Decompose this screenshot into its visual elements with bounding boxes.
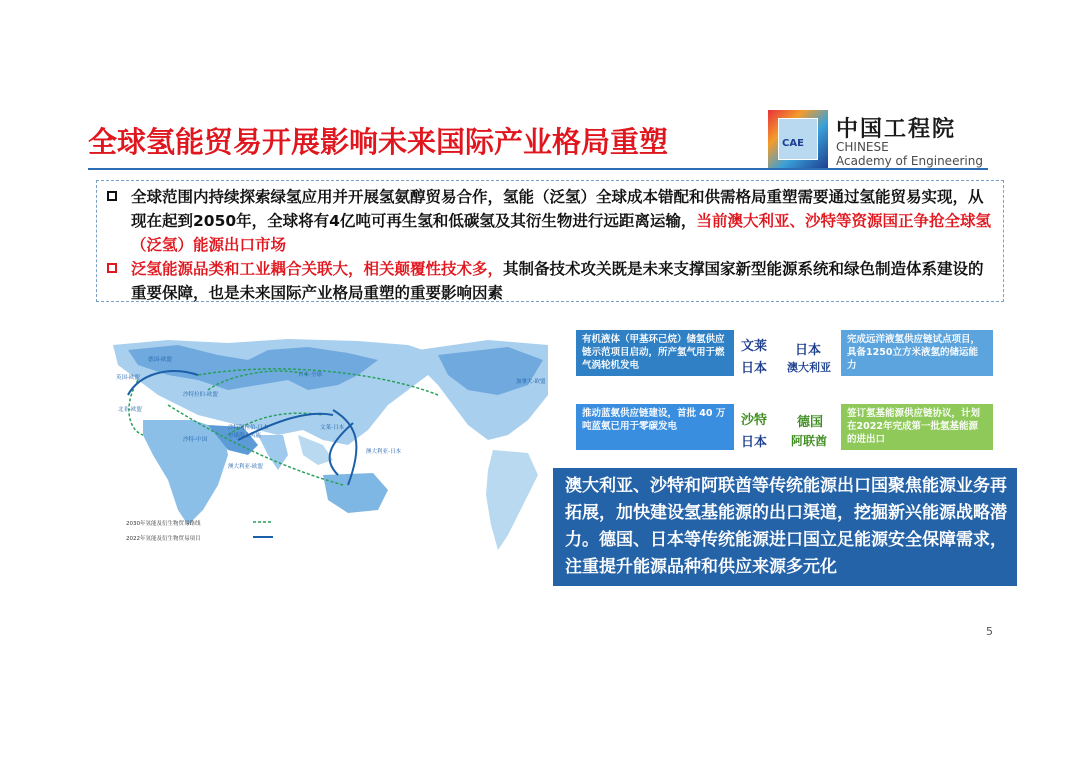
info-panel-brunei-japan: 有机液体（甲基环己烷）储氢供应链示范项目启动，所产氢气用于燃气涡轮机发电 (576, 330, 734, 376)
map-label: 全球海上风能 (228, 433, 262, 439)
map-label: 英国-欧盟 (116, 375, 140, 381)
logo-english-line2: Academy of Engineering (836, 154, 983, 168)
country-label: 文莱 (741, 339, 768, 354)
info-panel-saudi-japan: 推动蓝氨供应链建设，首批 40 万吨蓝氨已用于零碳发电 (576, 404, 734, 450)
map-label: 文莱-日本 (320, 425, 344, 431)
world-trade-map (108, 335, 554, 575)
map-label: 澳大利亚-欧盟 (228, 464, 263, 470)
country-label: 日本 (741, 435, 768, 450)
bullet-2-highlight: 泛氢能源品类和工业耦合关联大，相关颠覆性技术多， (131, 260, 504, 278)
info-panel-germany-uae: 签订氢基能源供应链协议，计划在2022年完成第一批氢基能源的进出口 (841, 404, 993, 450)
map-label: 沙特拉伯-欧盟 (183, 392, 218, 398)
bullet-item-1 (107, 185, 995, 257)
summary-box: 澳大利亚、沙特和阿联酋等传统能源出口国聚焦能源业务再拓展，加快建设氢基能源的出口渠道，挖掘新兴能源战略潜力。德国、日本等传统能源进口国立足能源安全保障需求，注重提升能源品种和供应来源多元化 (553, 468, 1017, 586)
emblem-text: CAE (782, 138, 804, 149)
country-label: 沙特 (741, 413, 768, 428)
country-label: 日本 (795, 343, 822, 358)
map-label: 日本-全球 (298, 372, 322, 378)
map-label: 澳大利亚-日本 (366, 449, 401, 455)
map-label: 加拿大-欧盟 (516, 379, 546, 385)
bullet-box (96, 180, 1004, 302)
cae-emblem-icon (768, 110, 828, 168)
info-panel-japan-australia: 完成远洋液氢供应链试点项目，具备1250立方米液氢的储运能力 (841, 330, 993, 376)
square-bullet-icon (107, 191, 117, 201)
country-label: 阿联酋 (791, 434, 828, 448)
bullet-1-text: 全球范围内持续探索绿氢应用并开展氢氨醇贸易合作，氢能（泛氢）全球成本错配和供需格局重塑需要通过氢能贸易实现，从现在起到2050年，全球将有4亿吨可再生氢和低碳氢及其衍生物进行远距离运输， (131, 188, 984, 230)
country-label: 德国 (797, 415, 824, 430)
bullet-item-2 (107, 257, 995, 305)
cae-logo (768, 110, 998, 170)
legend-2030: 2030年氢能及衍生物贸易路线 (126, 521, 201, 527)
country-label: 澳大利亚 (787, 361, 831, 374)
country-label: 日本 (741, 361, 768, 376)
page-number: 5 (986, 625, 993, 638)
logo-chinese-name: 中国工程院 (836, 116, 957, 142)
page-title: 全球氢能贸易开展影响未来国际产业格局重塑 (88, 125, 669, 159)
bullet-1-highlight: 当前澳大利亚、沙特等资源国正争抢全球氢（泛氢）能源出口市场 (131, 212, 991, 254)
map-label: 德国-欧盟 (148, 357, 172, 363)
legend-2022: 2022年氢能及衍生物贸易项目 (126, 536, 201, 542)
logo-english-line1: CHINESE (836, 140, 889, 154)
square-bullet-icon (107, 263, 117, 273)
map-label: 沙特阿拉伯-日本 (228, 425, 269, 431)
map-label: 北非-欧盟 (118, 407, 142, 413)
bullet-2-text: 其制备技术攻关既是未来支撑国家新型能源系统和绿色制造体系建设的重要保障，也是未来国际产业格局重塑的重要影响因素 (131, 260, 984, 302)
map-label: 沙特-中国 (183, 437, 207, 443)
